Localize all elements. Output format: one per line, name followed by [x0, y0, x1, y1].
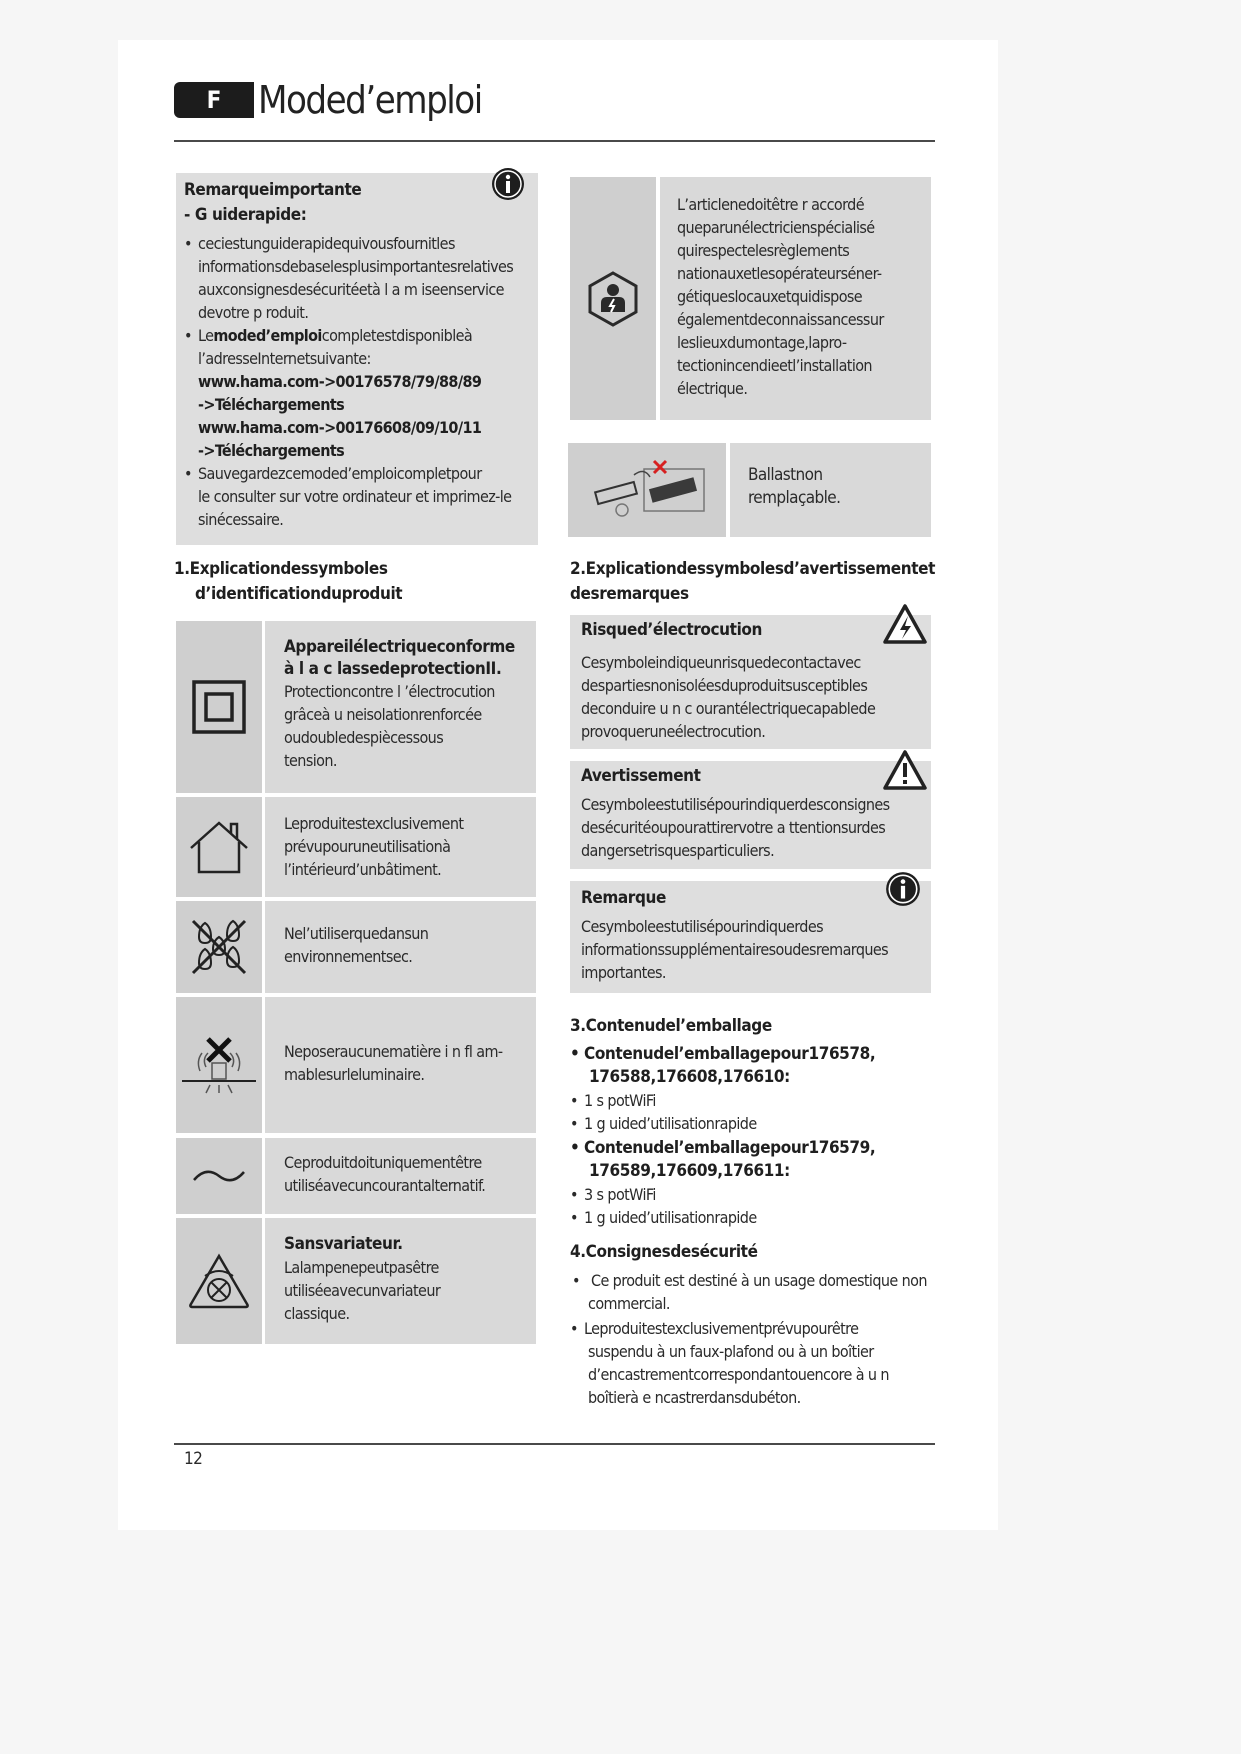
text-line: égalementdeconnaissancessur [677, 310, 884, 329]
text-line: Neposeraucunematière i n fl am- [284, 1042, 503, 1061]
text-line: queparunélectricienspécialisé [677, 218, 875, 237]
class-ii-square-icon [191, 679, 247, 735]
text-line: commercial. [588, 1294, 670, 1313]
text-line: devotre p roduit. [198, 303, 309, 322]
symbol-icon-cell [176, 1138, 262, 1214]
no-dimmer-icon [187, 1252, 251, 1310]
symbol-icon-cell [176, 1218, 262, 1344]
text-line: mablesurleluminaire. [284, 1065, 425, 1084]
text-line: Lalampenepeutpasêtre [284, 1258, 439, 1277]
ballast-text [748, 464, 840, 510]
text-line: Appareilélectriqueconforme [284, 637, 515, 657]
text-line: utiliséavecuncourantalternatif. [284, 1176, 486, 1195]
non-replaceable-ballast-icon [582, 455, 712, 525]
text-line: classique. [284, 1304, 350, 1323]
symbol-text-cell [265, 1138, 536, 1214]
text-line: • ceciestunguiderapidequivousfournitles [198, 234, 455, 253]
package-item [570, 1206, 935, 1229]
text-line: Ce produit est destiné à un usage domestique non [591, 1271, 927, 1290]
text-line: Ceproduitdoituniquementêtre [284, 1153, 482, 1172]
text-fragment: Le [198, 326, 214, 345]
symbol-text-cell [265, 1218, 536, 1344]
notice-bullet-3 [184, 462, 529, 531]
text-line: 176588,176608,176610: [589, 1067, 790, 1087]
text-line: 1 g uided’utilisationrapide [584, 1208, 757, 1227]
no-flammable-material-icon [180, 1035, 258, 1095]
text-line: oudoubledespiècessous [284, 728, 444, 747]
safety-item-2 [570, 1317, 935, 1409]
electrician-text [677, 193, 927, 400]
text-line: desremarques [570, 584, 689, 604]
text-line: deconduire u n c ourantélectriquecapablede [581, 699, 876, 718]
text-line: d’encastrementcorrespondantouencore à u n [588, 1365, 889, 1384]
symbol-icon-cell [176, 997, 262, 1133]
text-line: L’articlenedoitêtre r accordé [677, 195, 864, 214]
symbol-text-cell [265, 797, 536, 897]
text-line: Nel’utiliserquedansun [284, 924, 429, 943]
text-line: Protectioncontre l ’électrocution [284, 682, 495, 701]
text-line: desécuritéoupourattirervotre a ttentionsurdes [581, 818, 886, 837]
text-line: électrique. [677, 379, 748, 398]
text-line: tectionincendieetl’installation [677, 356, 872, 375]
symbol-icon-cell [176, 901, 262, 993]
notice-bullet-1 [184, 232, 529, 324]
house-icon [187, 818, 251, 876]
header-divider [174, 140, 935, 142]
text-line: 1.Explicationdessymboles [174, 559, 388, 579]
notice-bullet-2 [184, 324, 529, 462]
text-line: informationssupplémentairesoudesremarques [581, 940, 889, 959]
download-link-1: www.hama.com->00176578/79/88/89 [198, 372, 482, 391]
text-line: tension. [284, 751, 337, 770]
alternating-current-icon [192, 1164, 246, 1188]
symbol-description [284, 1151, 532, 1197]
text-line: remplaçable. [748, 488, 841, 508]
notice-subtitle: - G uiderapide: [184, 205, 307, 225]
symbol-text-cell [265, 901, 536, 993]
section-2-title [570, 557, 935, 607]
text-line: • Sauvegardezcemoded’emploicompletpour [198, 464, 482, 483]
warning-title: Avertissement [581, 766, 701, 786]
text-line: importantes. [581, 963, 666, 982]
text-line: Sansvariateur. [284, 1234, 403, 1254]
text-line: environnementsec. [284, 947, 413, 966]
bullet: • [572, 1271, 580, 1290]
section-3-package-contents [570, 1014, 935, 1229]
section-4-title: 4.Consignesdesécurité [570, 1242, 758, 1262]
download-label-2: ->Téléchargements [198, 441, 345, 460]
symbol-text-cell [265, 997, 536, 1133]
text-line: quirespectelesrèglements [677, 241, 850, 260]
manual-name: moded’emploi [213, 326, 322, 345]
package-item [570, 1089, 935, 1112]
package-group-2 [570, 1137, 935, 1183]
symbol-text-cell [265, 621, 536, 793]
section-3-title: 3.Contenudel’emballage [570, 1016, 772, 1036]
text-line: 1 g uided’utilisationrapide [584, 1114, 757, 1133]
important-notice-text [184, 178, 529, 531]
text-line: provoqueruneélectrocution. [581, 722, 766, 741]
text-line: d’identificationduproduit [195, 584, 403, 604]
package-group-1 [570, 1043, 935, 1089]
warning-title: Risqued’électrocution [581, 620, 763, 640]
safety-item-1 [570, 1269, 935, 1315]
electrician-icon-cell [570, 177, 656, 420]
text-line: Leproduitestexclusivement [284, 814, 464, 833]
electrician-text-cell [660, 177, 931, 420]
text-line: despartiesnonisoléesduproduitsusceptibles [581, 676, 868, 695]
text-line: Cesymboleestutilisépourindiquerdes [581, 917, 823, 936]
text-line: nationauxetlesopérateurséner- [677, 264, 882, 283]
text-line: 176589,176609,176611: [589, 1161, 790, 1181]
warning-text-electric-shock [581, 618, 921, 743]
symbol-description [284, 922, 532, 968]
text-line: utiliséeavecunvariateur [284, 1281, 441, 1300]
warning-title: Remarque [581, 888, 666, 908]
text-line: • Leproduitestexclusivementprévupourêtre [584, 1319, 859, 1338]
text-line: le consulter sur votre ordinateur et imprimez-le [198, 487, 512, 506]
download-label-1: ->Téléchargements [198, 395, 345, 414]
text-line: sinécessaire. [198, 510, 284, 529]
text-line: 1 s potWiFi [584, 1091, 656, 1110]
symbol-description [284, 1232, 532, 1325]
electrician-icon [584, 270, 642, 328]
page-title: Moded’emploi [258, 78, 482, 122]
text-line: boîtierà e ncastrerdansdubéton. [588, 1388, 801, 1407]
remark-text [581, 886, 921, 984]
text-line: prévupouruneutilisationà [284, 837, 451, 856]
symbol-icon-cell [176, 797, 262, 897]
text-line: leslieuxdumontage,lapro- [677, 333, 847, 352]
download-link-2: www.hama.com->00176608/09/10/11 [198, 418, 482, 437]
no-water-drops-icon [189, 917, 249, 977]
footer-divider [174, 1443, 935, 1445]
warning-text-caution [581, 764, 921, 862]
symbol-description [284, 812, 532, 881]
text-line: Cesymboleindiqueunrisquedecontactavec [581, 653, 861, 672]
text-line: gétiqueslocauxetquidispose [677, 287, 863, 306]
page-number: 12 [184, 1449, 203, 1469]
text-line: l’intérieurd’unbâtiment. [284, 860, 442, 879]
text-line: 3 s potWiFi [584, 1185, 656, 1204]
notice-title: Remarqueimportante [184, 180, 362, 200]
text-line: grâceà u neisolationrenforcée [284, 705, 482, 724]
package-item [570, 1112, 935, 1135]
package-item [570, 1183, 935, 1206]
text-line: à l a c lassedeprotectionII. [284, 659, 502, 679]
text-line: Ballastnon [748, 465, 823, 485]
text-line: auxconsignesdesécuritéetà l a m iseenservice [198, 280, 504, 299]
text-line: l’adresseInternetsuivante: [198, 349, 371, 368]
text-line: dangersetrisquesparticuliers. [581, 841, 775, 860]
ballast-text-cell [730, 443, 931, 537]
symbol-icon-cell [176, 621, 262, 793]
section-4-safety [570, 1240, 935, 1409]
ballast-icon-cell [568, 443, 726, 537]
text-line: Cesymboleestutilisépourindiquerdesconsignes [581, 795, 890, 814]
text-line: 2.Explicationdessymbolesd’avertissementet [570, 559, 936, 579]
section-1-title [174, 557, 402, 607]
text-line: informationsdebaselesplusimportantesrelatives [198, 257, 514, 276]
text-line: • Contenudel’emballagepour176579, [584, 1138, 876, 1158]
text-fragment: completestdisponibleà [321, 326, 473, 345]
text-line: • Contenudel’emballagepour176578, [584, 1044, 876, 1064]
text-line: suspendu à un faux-plafond ou à un boîtier [588, 1342, 874, 1361]
language-badge: F [174, 82, 254, 118]
symbol-description [284, 1040, 532, 1086]
symbol-description [284, 636, 532, 772]
